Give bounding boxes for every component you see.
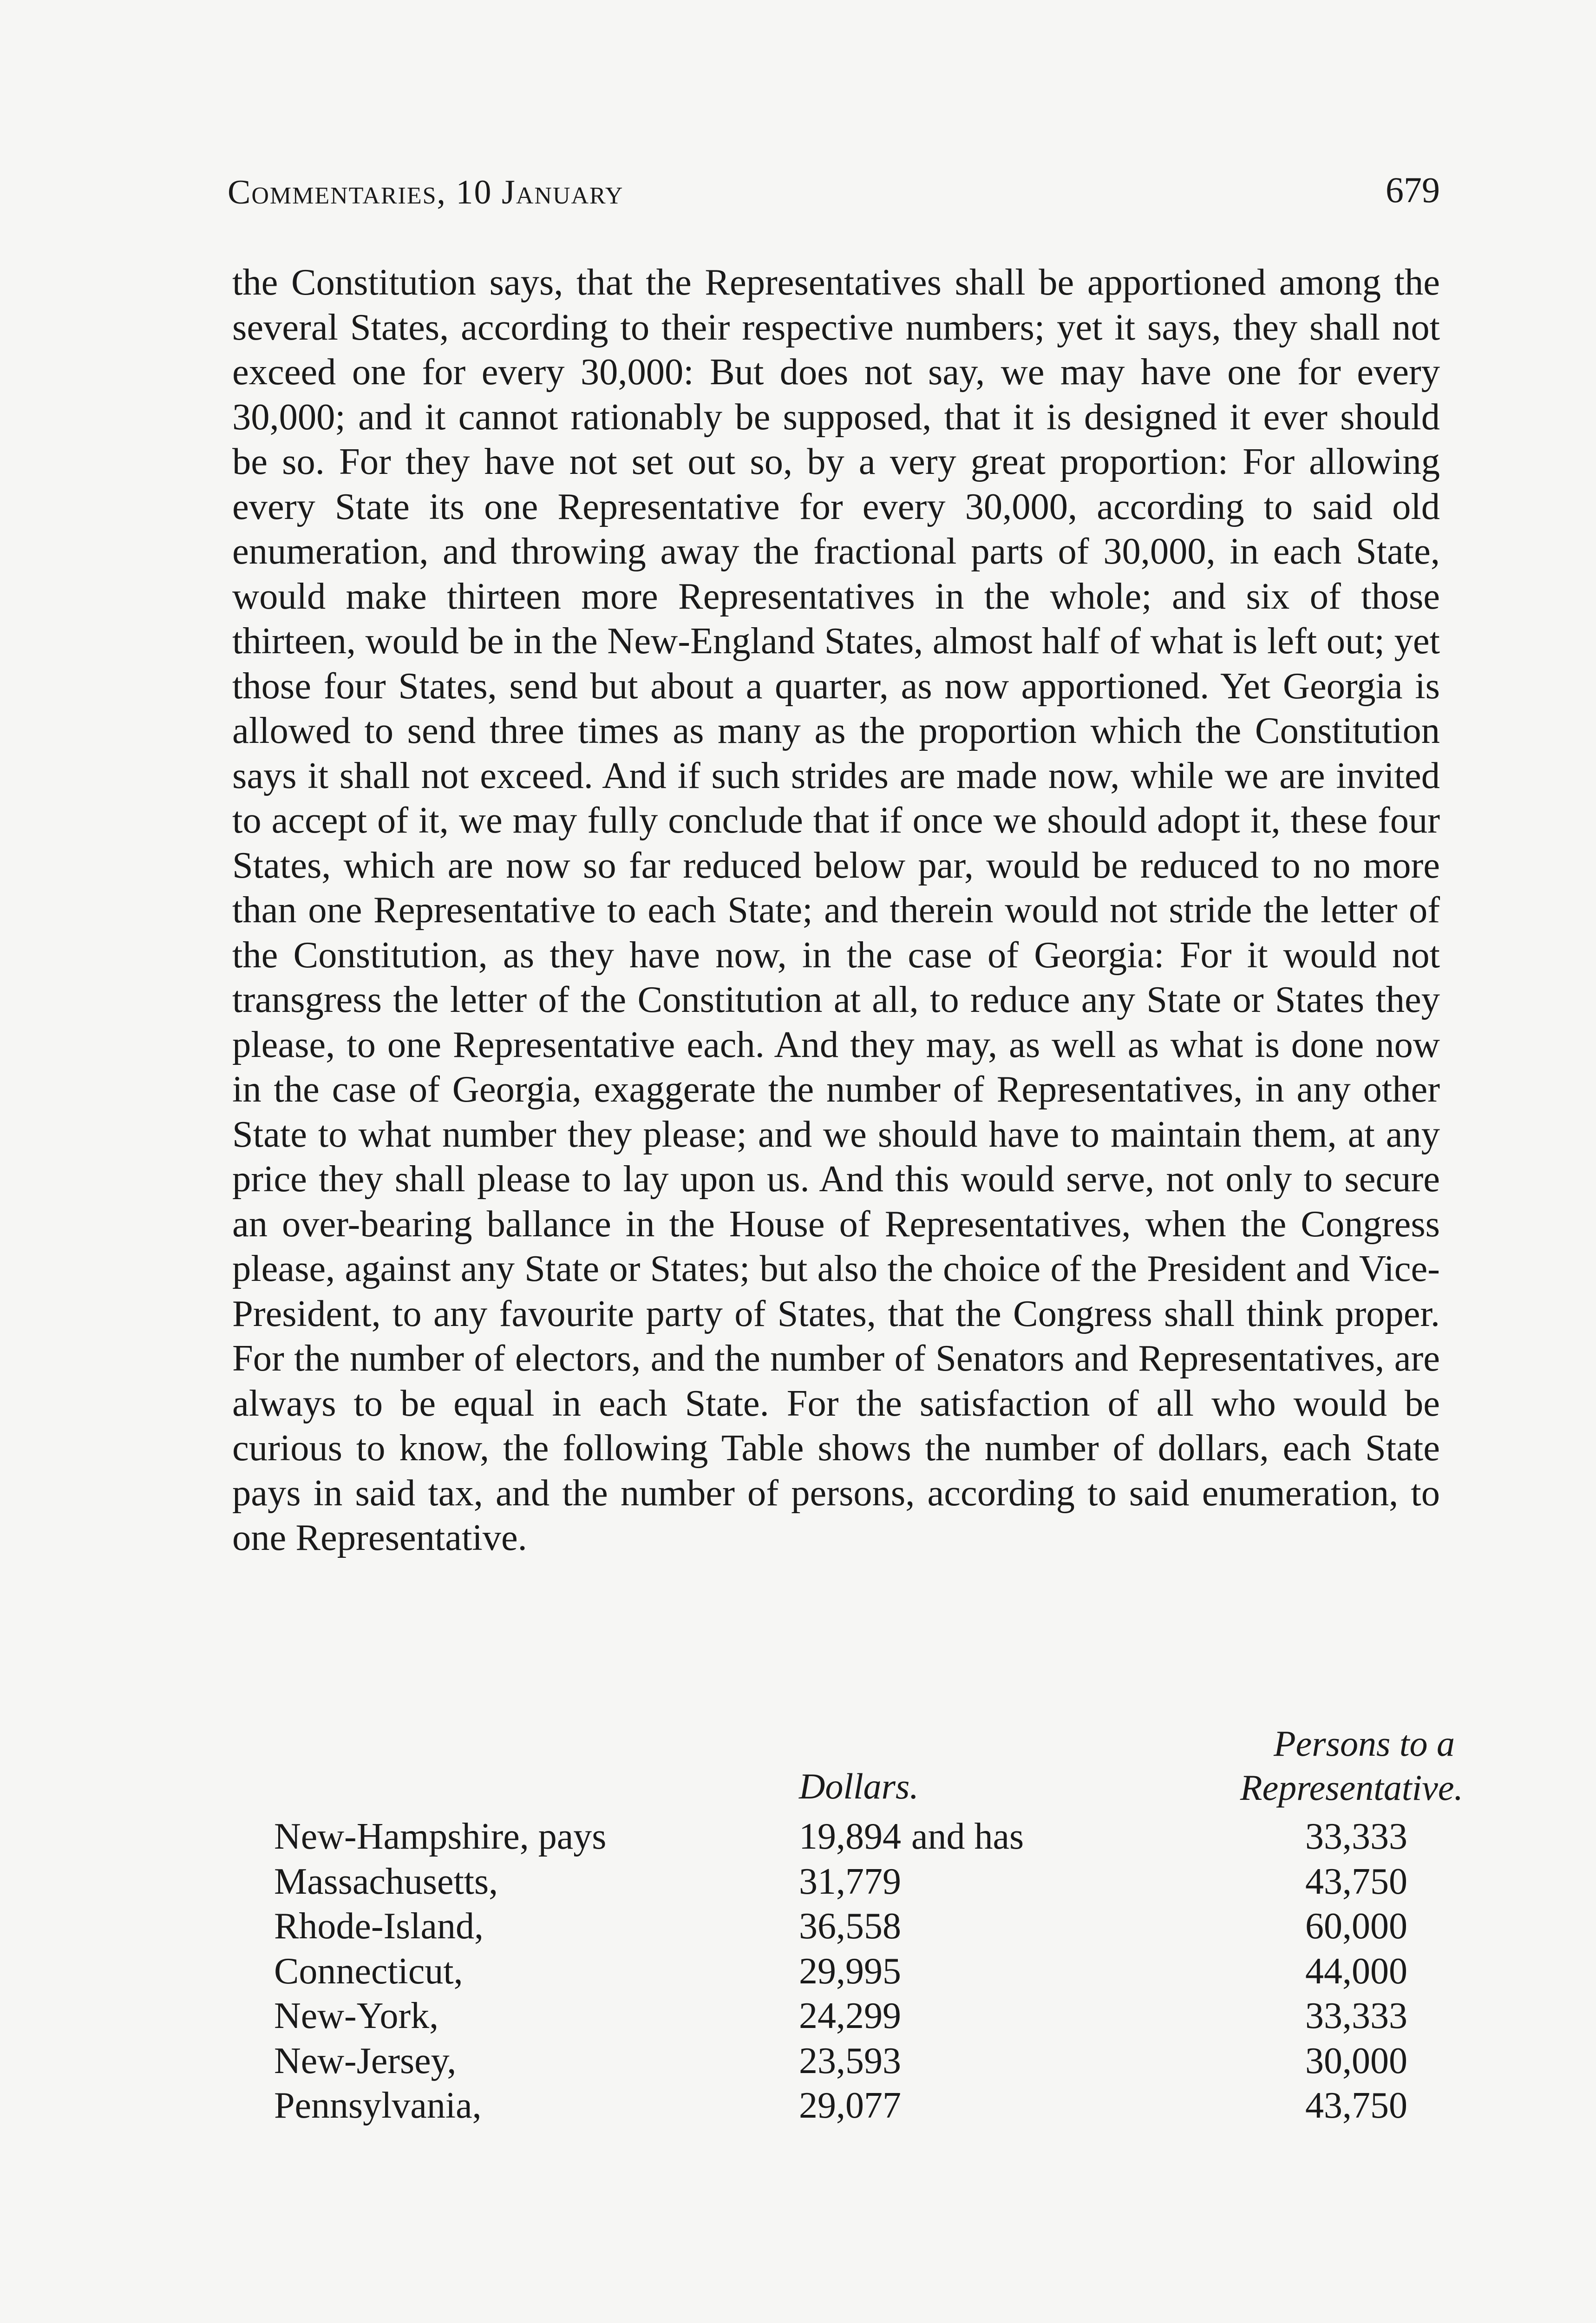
- dollars-value: 24,299: [799, 1995, 901, 2036]
- table-row: [274, 1859, 1463, 1904]
- state-name: Rhode-Island,: [274, 1906, 484, 1947]
- running-head: Commentaries, 10 January: [228, 173, 624, 211]
- persons-value: 44,000: [1305, 1950, 1407, 1992]
- state-name: New-York,: [274, 1995, 439, 2036]
- dollars-value: 23,593: [799, 2040, 901, 2081]
- table-row: [274, 1904, 1463, 1949]
- dollars-value: 36,558: [799, 1906, 901, 1947]
- column-header-persons: [1184, 1721, 1463, 1810]
- table-row: [274, 1949, 1463, 1994]
- dollars-value: 29,077: [799, 2085, 901, 2126]
- state-name: New-Hampshire, pays: [274, 1816, 607, 1857]
- state-name: Massachusetts,: [274, 1861, 498, 1902]
- persons-value: 30,000: [1305, 2040, 1407, 2081]
- persons-value: 43,750: [1305, 1861, 1407, 1902]
- column-header-dollars: Dollars.: [799, 1766, 919, 1806]
- state-name: New-Jersey,: [274, 2040, 457, 2081]
- body-paragraph: the Constitution says, that the Representatives shall be apportioned among the several States, according to their respective numbers; yet it says, they shall not exceed one for every 30,000: But does not say, we may have one for every 30,000; and it cannot rationably be supposed, that it is designed it ever should be so. For they have not set out so, by a very great proportion: For allowing every State its one Representative for every 30,000, according to said old enumeration, and throwing away the fractional parts of 30,000, in each State, would make thirteen more Representatives in the whole; and six of those thirteen, would be in the New-England States, almost half of what is left out; yet those four States, send but about a quarter, as now apportioned. Yet Georgia is allowed to send three times as many as the proportion which the Constitution says it shall not exceed. And if such strides are made now, while we are invited to accept of it, we may fully conclude that if once we should adopt it, these four States, which are now so far reduced below par, would be reduced to no more than one Representative to each State; and therein would not stride the letter of the Constitution, as they have now, in the case of Georgia: For it would not transgress the letter of the Constitution at all, to reduce any State or States they please, to one Representative each. And they may, as well as what is done now in the case of Georgia, exaggerate the number of Representatives, in any other State to what number they please; and we should have to maintain them, at any price they shall please to lay upon us. And this would serve, not only to secure an over-bearing ballance in the House of Representatives, when the Congress please, against any State or States; but also the choice of the President and Vice-President, to any favourite party of States, that the Congress shall think proper. For the number of electors, and the number of Senators and Representatives, are always to be equal in each State. For the satisfaction of all who would be curious to know, the following Table shows the number of dollars, each State pays in said tax, and the number of persons, according to said enumeration, to one Representative.: [232, 262, 1440, 1558]
- table-row: [274, 2039, 1463, 2084]
- column-header-persons-line1: Persons to a: [1274, 1723, 1455, 1764]
- column-header-persons-line2: Representative.: [1240, 1767, 1463, 1808]
- dollars-value: 31,779: [799, 1861, 901, 1902]
- persons-value: 60,000: [1305, 1906, 1407, 1947]
- table-row: [274, 1814, 1463, 1859]
- page-number: 679: [1386, 170, 1440, 210]
- persons-value: 33,333: [1305, 1816, 1407, 1857]
- persons-value: 33,333: [1305, 1995, 1407, 2036]
- dollars-value: [799, 1814, 1024, 1859]
- persons-value: 43,750: [1305, 2085, 1407, 2126]
- state-name: Connecticut,: [274, 1950, 463, 1992]
- table-body: [274, 1814, 1463, 2128]
- dollars-amount: 19,894: [799, 1816, 901, 1857]
- table-row: [274, 2083, 1463, 2128]
- dollars-value: 29,995: [799, 1950, 901, 1992]
- state-name: Pennsylvania,: [274, 2085, 482, 2126]
- dollars-extra-text: and has: [911, 1816, 1024, 1857]
- table-row: [274, 1994, 1463, 2039]
